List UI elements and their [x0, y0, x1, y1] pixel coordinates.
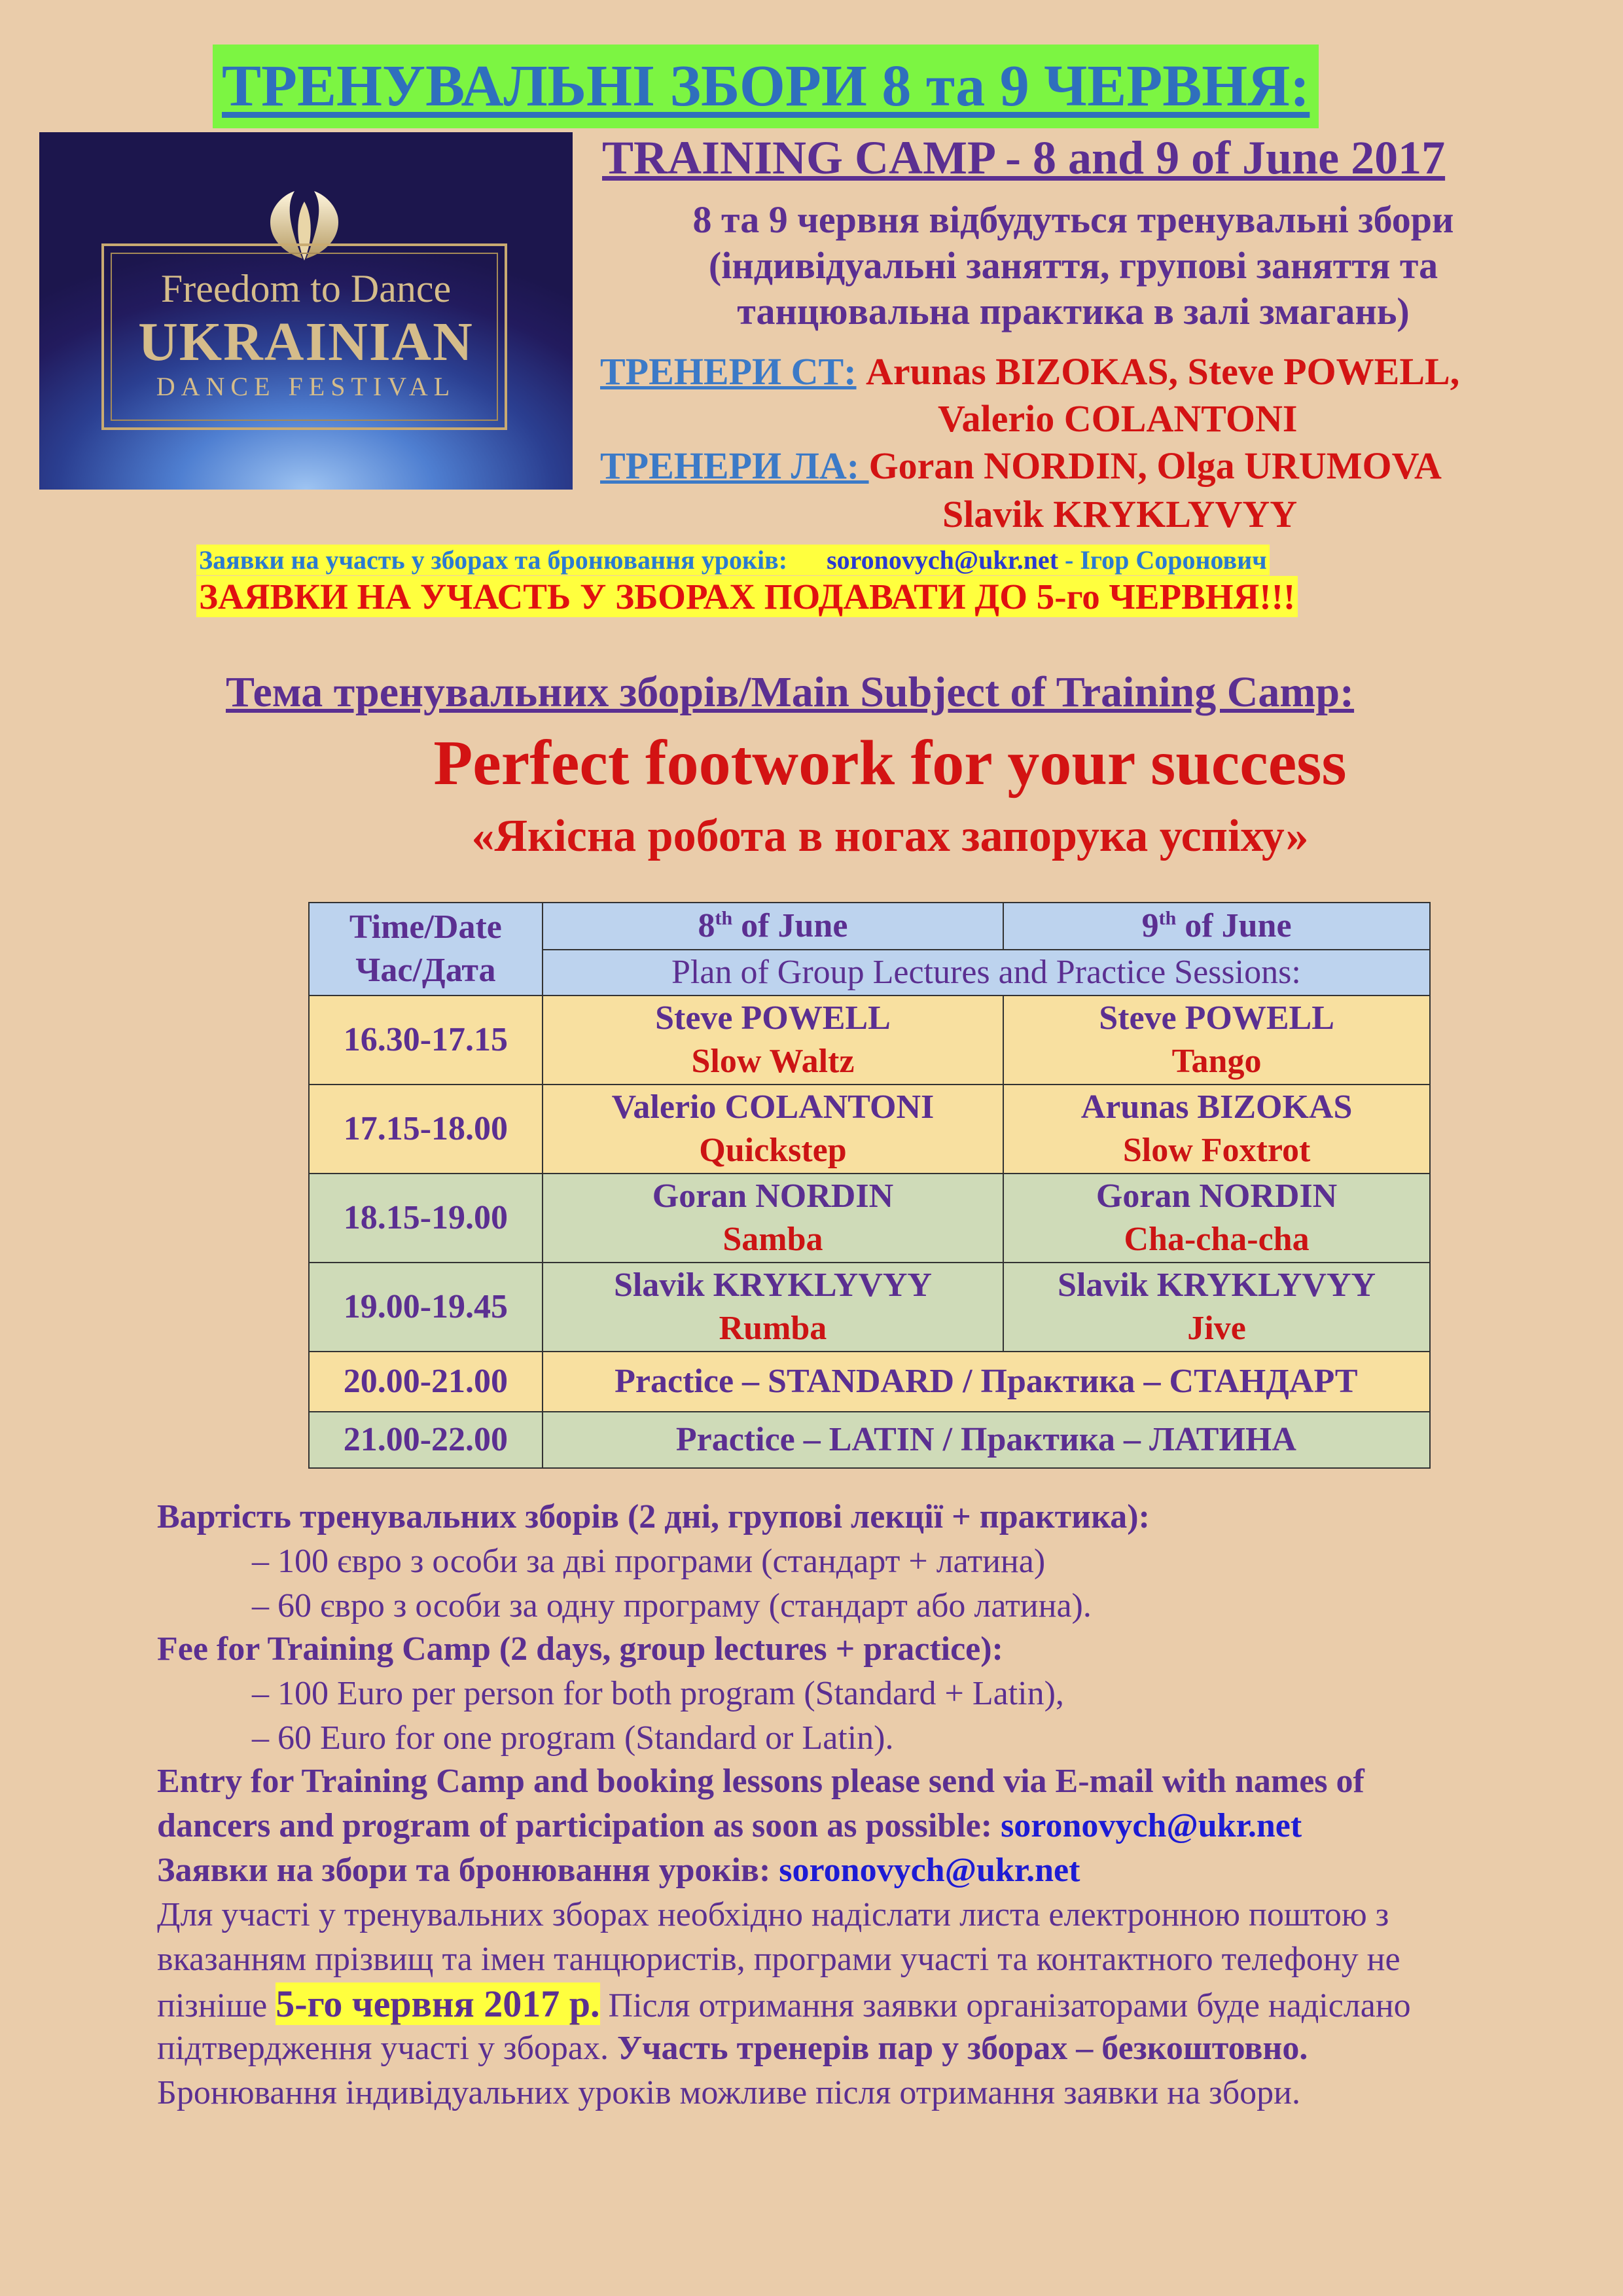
table-row [309, 996, 1430, 1085]
session-cell: Slavik KRYKLYVYY Rumba [543, 1263, 1003, 1352]
coaches-la [600, 444, 1442, 488]
time-cell: 19.00-19.45 [309, 1263, 543, 1352]
session-cell: Steve POWELL Slow Waltz [543, 996, 1003, 1085]
logo-line-1: Freedom to Dance [160, 267, 452, 310]
description-line-2: (індивідуальні заняття, групові заняття та [708, 244, 1438, 287]
time-date-header [309, 903, 543, 996]
entry-p3-post: Після отримання заявки організаторами буде надіслано [599, 1987, 1411, 2024]
coaches-la-names: Goran NORDIN, Olga URUMOVA [868, 444, 1442, 487]
coaches-la-names-2: Slavik KRYKLYVYY [942, 493, 1298, 535]
page-title: ТРЕНУВАЛЬНІ ЗБОРИ 8 та 9 ЧЕРВНЯ: [213, 45, 1319, 128]
table-row [309, 1174, 1430, 1263]
entry-paragraph-line-2: вказанням прізвищ та імен танцюристів, програми участі та контактного телефону не [157, 1941, 1400, 1978]
session-cell: Goran NORDIN Samba [543, 1174, 1003, 1263]
entry-paragraph-line-3 [157, 1982, 1411, 2026]
applications-line [196, 545, 1270, 575]
entry-en-line-2-text: dancers and program of participation as soon as possible: [157, 1807, 1001, 1844]
entry-paragraph-line-1: Для участі у тренувальних зборах необхідно надіслати листа електронною поштою з [157, 1896, 1389, 1933]
fees-ua-item-2: – 60 євро з особи за одну програму (стандарт або латина). [252, 1587, 1092, 1624]
day1-header: 8th of June [543, 903, 1003, 950]
time-cell: 20.00-21.00 [309, 1352, 543, 1412]
time-cell: 18.15-19.00 [309, 1174, 543, 1263]
subject-title: Тема тренувальних зборів/Main Subject of Training Camp: [226, 668, 1355, 716]
fees-en-title: Fee for Training Camp (2 days, group lectures + practice): [157, 1630, 1003, 1668]
day2-header: 9th of June [1003, 903, 1430, 950]
time-cell: 16.30-17.15 [309, 996, 543, 1085]
entry-en-line-2 [157, 1806, 1302, 1845]
coaches-st-names: Arunas BIZOKAS, Steve POWELL, [866, 350, 1460, 393]
festival-logo [39, 132, 573, 490]
fees-en-item-2: – 60 Euro for one program (Standard or Latin). [252, 1719, 894, 1757]
entry-ua-email-link[interactable]: soronovych@ukr.net [779, 1852, 1080, 1889]
table-row [309, 1263, 1430, 1352]
session-cell: Steve POWELL Tango [1003, 996, 1430, 1085]
entry-paragraph-line-5: Бронювання індивідуальних уроків можливе після отримання заявки на збори. [157, 2074, 1301, 2111]
entry-paragraph-line-4 [157, 2029, 1308, 2068]
description-line-1: 8 та 9 червня відбудуться тренувальні збори [692, 198, 1454, 241]
fees-ua-title: Вартість тренувальних зборів (2 дні, групові лекції + практика): [157, 1498, 1150, 1535]
plan-header: Plan of Group Lectures and Practice Sessions: [543, 950, 1430, 996]
slogan-ukrainian: «Якісна робота в ногах запорука успіху» [471, 811, 1309, 861]
slogan-english: Perfect footwork for your success [433, 728, 1347, 798]
fees-ua-item-1: – 100 євро з особи за дві програми (стандарт + латина) [252, 1543, 1046, 1580]
deadline-date-highlight: 5-го червня 2017 р. [276, 1982, 600, 2025]
coaches-st-names-2: Valerio COLANTONI [938, 397, 1298, 440]
schedule-table [308, 902, 1431, 1469]
deadline-notice: ЗАЯВКИ НА УЧАСТЬ У ЗБОРАХ ПОДАВАТИ ДО 5-го ЧЕРВНЯ!!! [196, 576, 1298, 617]
applications-text: Заявки на участь у зборах та бронювання уроків: [199, 545, 788, 575]
entry-p4-bold: Участь тренерів пар у зборах – безкоштовно. [617, 2030, 1308, 2067]
session-cell: Slavik KRYKLYVYY Jive [1003, 1263, 1430, 1352]
applications-email[interactable]: soronovych@ukr.net [827, 545, 1059, 575]
table-row [309, 1352, 1430, 1412]
entry-ua-apps-text: Заявки на збори та бронювання уроків: [157, 1852, 779, 1889]
entry-en-line-1: Entry for Training Camp and booking lessons please send via E-mail with names of [157, 1763, 1364, 1800]
table-row [309, 1085, 1430, 1174]
table-row [309, 1412, 1430, 1468]
coaches-st [600, 350, 1459, 393]
session-cell: Valerio COLANTONI Quickstep [543, 1085, 1003, 1174]
time-cell: 21.00-22.00 [309, 1412, 543, 1468]
applications-contact: - Ігор Соронович [1065, 545, 1267, 575]
training-camp-title: TRAINING CAMP - 8 and 9 of June 2017 [602, 132, 1446, 184]
coaches-st-label: ТРЕНЕРИ СТ: [600, 350, 857, 393]
logo-line-3: DANCE FESTIVAL [156, 372, 456, 401]
entry-email-link[interactable]: soronovych@ukr.net [1001, 1807, 1302, 1844]
entry-ua-apps [157, 1851, 1080, 1890]
practice-cell: Practice – STANDARD / Практика – СТАНДАРТ [543, 1352, 1430, 1412]
coaches-la-label: ТРЕНЕРИ ЛА: [600, 444, 869, 487]
entry-p3-pre: пізніше [157, 1987, 276, 2024]
time-date-header-en: Time/Date [349, 908, 502, 946]
logo-line-2: UKRAINIAN [138, 312, 474, 372]
time-date-header-ua: Час/Дата [355, 952, 496, 989]
fees-en-item-1: – 100 Euro per person for both program (Standard + Latin), [252, 1675, 1064, 1712]
session-cell: Goran NORDIN Cha-cha-cha [1003, 1174, 1430, 1263]
session-cell: Arunas BIZOKAS Slow Foxtrot [1003, 1085, 1430, 1174]
description-line-3: танцювальна практика в залі змагань) [737, 290, 1410, 332]
practice-cell: Practice – LATIN / Практика – ЛАТИНА [543, 1412, 1430, 1468]
time-cell: 17.15-18.00 [309, 1085, 543, 1174]
entry-p4-pre: підтвердження участі у зборах. [157, 2030, 618, 2067]
